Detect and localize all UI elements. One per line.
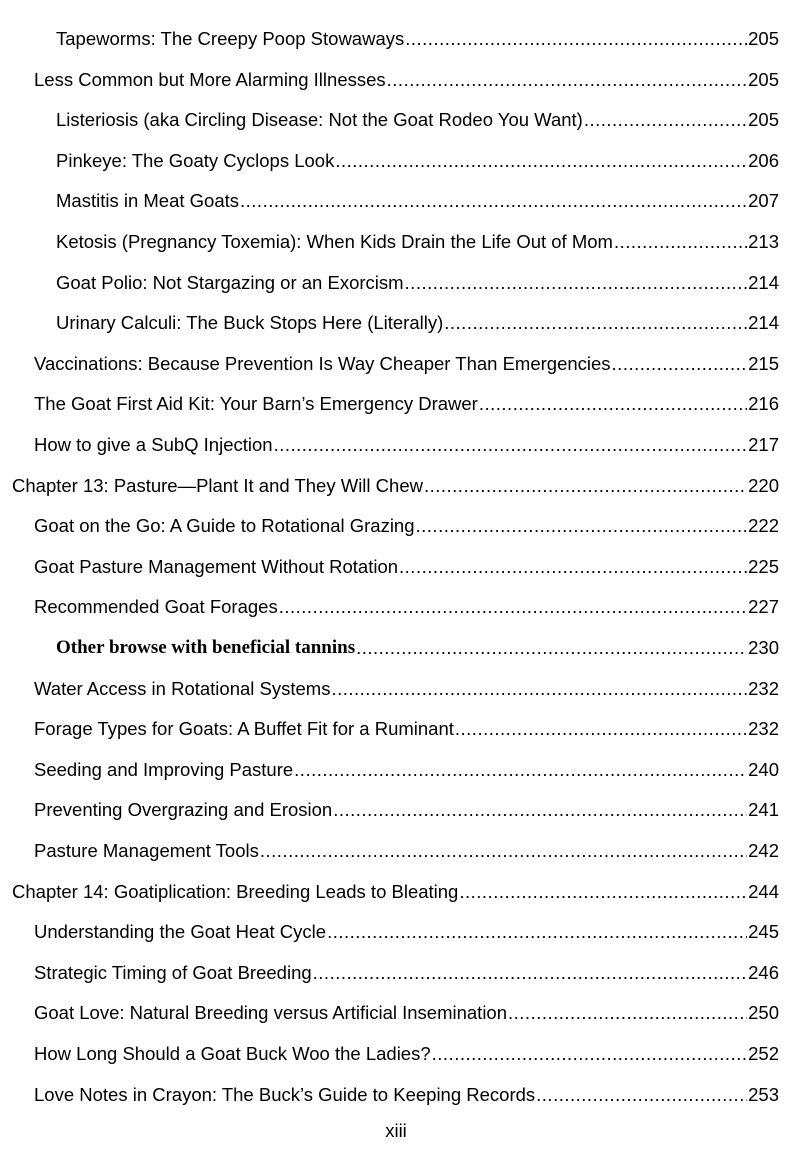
dot-leader xyxy=(260,840,747,862)
toc-entry-page-number: 222 xyxy=(748,515,779,537)
toc-entry-page-number: 214 xyxy=(748,312,779,334)
toc-entry[interactable] xyxy=(34,670,779,700)
toc-entry-page-number: 232 xyxy=(748,718,779,740)
dot-leader xyxy=(387,69,747,91)
toc-entry[interactable] xyxy=(34,954,779,984)
toc-entry-page-number: 213 xyxy=(748,231,779,252)
toc-entry-title: Recommended Goat Forages xyxy=(34,596,278,618)
toc-entry-page-number: 206 xyxy=(748,149,779,171)
dot-leader xyxy=(313,962,747,984)
toc-entry-title: The Goat First Aid Kit: Your Barn’s Emergency Drawer xyxy=(34,393,478,415)
toc-entry-title: Chapter 14: Goatiplication: Breeding Leads to Bleating xyxy=(12,880,459,902)
toc-entry[interactable] xyxy=(34,710,779,740)
dot-leader xyxy=(356,637,747,659)
toc-entry-page-number: 215 xyxy=(748,352,779,374)
toc-entry-page-number: 227 xyxy=(748,596,779,618)
dot-leader xyxy=(274,434,748,456)
page-number: xiii xyxy=(385,1120,407,1141)
dot-leader xyxy=(399,556,747,578)
toc-entry-title: How Long Should a Goat Buck Woo the Ladies? xyxy=(34,1043,431,1064)
toc-entry-title: Understanding the Goat Heat Cycle xyxy=(34,921,327,943)
toc-entry-title: Less Common but More Alarming Illnesses xyxy=(34,68,386,90)
toc-entry-title: Pinkeye: The Goaty Cyclops Look xyxy=(56,149,335,171)
dot-leader xyxy=(405,272,748,294)
toc-entry-title: Vaccinations: Because Prevention Is Way Cheaper Than Emergencies xyxy=(34,352,611,374)
toc-entry-page-number: 205 xyxy=(748,28,779,49)
toc-entry-page-number: 253 xyxy=(748,1083,779,1105)
toc-entry-page-number: 242 xyxy=(748,840,779,861)
toc-entry-page-number: 214 xyxy=(748,271,779,293)
toc-entry[interactable] xyxy=(34,385,779,415)
toc-entry-title: Tapeworms: The Creepy Poop Stowaways xyxy=(56,28,405,49)
toc-entry[interactable] xyxy=(56,20,779,50)
dot-leader xyxy=(536,1084,747,1106)
toc-entry[interactable] xyxy=(34,1035,779,1065)
toc-entry-page-number: 250 xyxy=(748,1002,779,1024)
toc-entry-title: Mastitis in Meat Goats xyxy=(56,190,240,212)
toc-entry-page-number: 220 xyxy=(748,474,779,496)
toc-entry-page-number: 216 xyxy=(748,393,779,415)
toc-chapter-entry[interactable] xyxy=(12,873,779,903)
toc-entry[interactable] xyxy=(56,142,779,172)
dot-leader xyxy=(294,759,747,781)
toc-entry[interactable] xyxy=(34,994,779,1024)
toc-entry-title: Goat Pasture Management Without Rotation xyxy=(34,555,399,577)
toc-entry-title: Goat Polio: Not Stargazing or an Exorcism xyxy=(56,271,404,293)
toc-entry-page-number: 246 xyxy=(748,961,779,983)
toc-entry-title: Water Access in Rotational Systems xyxy=(34,677,331,699)
toc-entry-title: Listeriosis (aka Circling Disease: Not the Goat Rodeo You Want) xyxy=(56,109,583,131)
dot-leader xyxy=(459,881,747,903)
toc-entry-page-number: 230 xyxy=(748,637,779,658)
toc-entry[interactable] xyxy=(34,791,779,821)
dot-leader xyxy=(479,393,747,415)
dot-leader xyxy=(424,475,747,497)
toc-entry-page-number: 205 xyxy=(748,109,779,131)
toc-entry[interactable] xyxy=(56,101,779,131)
toc-entry-page-number: 240 xyxy=(748,758,779,780)
toc-entry-title: Other browse with beneficial tannins xyxy=(56,637,356,658)
toc-entry[interactable] xyxy=(34,345,779,375)
dot-leader xyxy=(240,190,747,212)
toc-entry-title: Pasture Management Tools xyxy=(34,840,259,861)
toc-entry-title: Chapter 13: Pasture—Plant It and They Will Chew xyxy=(12,474,423,496)
dot-leader xyxy=(331,678,747,700)
toc-entry-title: How to give a SubQ Injection xyxy=(34,434,273,455)
dot-leader xyxy=(432,1043,747,1065)
toc-entry[interactable] xyxy=(34,61,779,91)
toc-entry-title: Strategic Timing of Goat Breeding xyxy=(34,961,312,983)
toc-entry-title: Love Notes in Crayon: The Buck’s Guide to Keeping Records xyxy=(34,1083,536,1105)
toc-entry-title: Goat Love: Natural Breeding versus Artificial Insemination xyxy=(34,1002,508,1024)
toc-entry-title: Preventing Overgrazing and Erosion xyxy=(34,799,333,821)
toc-entry[interactable] xyxy=(34,588,779,618)
dot-leader xyxy=(614,231,747,253)
toc-entry[interactable] xyxy=(56,182,779,212)
dot-leader xyxy=(333,799,747,821)
toc-entry-page-number: 245 xyxy=(748,921,779,943)
dot-leader xyxy=(612,353,748,375)
toc-entry[interactable] xyxy=(34,426,779,456)
toc-entry-page-number: 225 xyxy=(748,555,779,577)
toc-entry-page-number: 205 xyxy=(748,68,779,90)
dot-leader xyxy=(327,921,747,943)
toc-entry-title: Ketosis (Pregnancy Toxemia): When Kids Drain the Life Out of Mom xyxy=(56,231,613,252)
dot-leader xyxy=(455,718,747,740)
toc-entry[interactable] xyxy=(34,1076,779,1106)
toc-entry[interactable] xyxy=(34,913,779,943)
toc-entry-title: Seeding and Improving Pasture xyxy=(34,758,294,780)
toc-entry-page-number: 217 xyxy=(748,434,779,455)
toc-entry[interactable] xyxy=(56,629,779,659)
dot-leader xyxy=(416,515,748,537)
toc-entry-page-number: 232 xyxy=(748,677,779,699)
toc-entry[interactable] xyxy=(34,548,779,578)
toc-entry-page-number: 207 xyxy=(748,190,779,212)
dot-leader xyxy=(279,596,747,618)
toc-entry[interactable] xyxy=(34,507,779,537)
toc-entry-page-number: 252 xyxy=(748,1043,779,1064)
toc-entry[interactable] xyxy=(34,832,779,862)
toc-entry-page-number: 241 xyxy=(748,799,779,821)
toc-entry[interactable] xyxy=(56,223,779,253)
toc-entry-page-number: 244 xyxy=(748,880,779,902)
toc-entry-title: Forage Types for Goats: A Buffet Fit for a Ruminant xyxy=(34,718,454,740)
toc-entry-title: Urinary Calculi: The Buck Stops Here (Literally) xyxy=(56,312,444,334)
dot-leader xyxy=(444,312,747,334)
toc-entry[interactable] xyxy=(56,264,779,294)
toc-entry-title: Goat on the Go: A Guide to Rotational Grazing xyxy=(34,515,415,537)
toc-entry[interactable] xyxy=(56,304,779,334)
dot-leader xyxy=(508,1002,747,1024)
dot-leader xyxy=(584,109,747,131)
toc-entry[interactable] xyxy=(34,751,779,781)
dot-leader xyxy=(335,150,747,172)
dot-leader xyxy=(405,28,747,50)
toc-chapter-entry[interactable] xyxy=(12,467,779,497)
